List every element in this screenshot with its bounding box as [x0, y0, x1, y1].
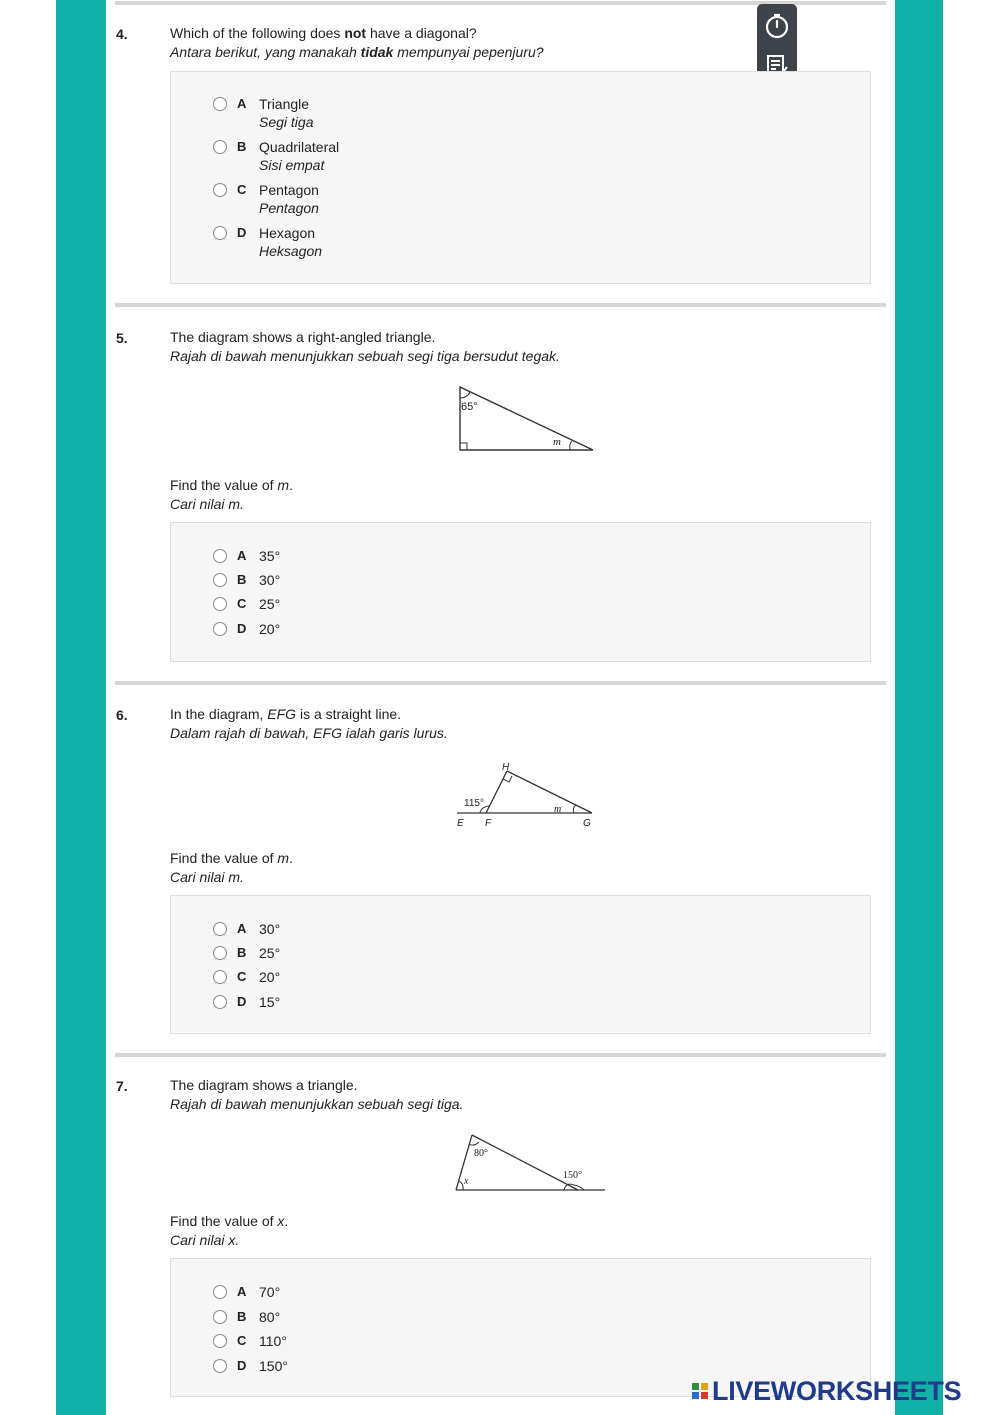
option-letter: B — [237, 139, 247, 154]
straight-line-triangle-diagram — [452, 758, 602, 833]
option-text: 30° — [259, 572, 281, 588]
question-text-ms: Dalam rajah di bawah, EFG ialah garis lurus. — [170, 725, 448, 741]
option-letter: D — [237, 1358, 247, 1373]
option-d[interactable] — [213, 224, 322, 260]
radio-button[interactable] — [213, 597, 227, 611]
angle-label: 65° — [461, 401, 478, 413]
option-d[interactable] — [213, 1357, 288, 1375]
option-b[interactable] — [213, 1308, 280, 1326]
option-text: 35° — [259, 548, 281, 564]
label-h: H — [502, 762, 510, 773]
option-b[interactable] — [213, 571, 280, 589]
option-text: 70° — [259, 1284, 281, 1300]
radio-button[interactable] — [213, 97, 227, 111]
option-text: 25° — [259, 596, 281, 612]
option-a[interactable] — [213, 547, 280, 565]
angle-label-exterior: 150° — [563, 1170, 582, 1181]
option-c[interactable] — [213, 968, 280, 986]
option-letter: D — [237, 621, 247, 636]
option-letter: C — [237, 182, 247, 197]
radio-button[interactable] — [213, 622, 227, 636]
options-box — [170, 71, 871, 284]
option-text-en: Hexagon — [259, 225, 316, 241]
question-4-text — [170, 24, 544, 62]
question-7-text — [170, 1076, 463, 1114]
radio-button[interactable] — [213, 1285, 227, 1299]
radio-button[interactable] — [213, 183, 227, 197]
radio-button[interactable] — [213, 995, 227, 1009]
find-text-ms: Cari nilai x. — [170, 1232, 240, 1248]
radio-button[interactable] — [213, 1334, 227, 1348]
option-a[interactable] — [213, 1283, 280, 1301]
option-text-ms: Sisi empat — [259, 157, 325, 173]
question-text-ms: Rajah di bawah menunjukkan sebuah segi tiga bersudut tegak. — [170, 348, 560, 364]
option-c[interactable] — [213, 595, 280, 613]
option-text-en: Pentagon — [259, 182, 319, 198]
question-text-en: The diagram shows a triangle. — [170, 1077, 358, 1093]
question-number: 5. — [116, 330, 128, 346]
option-text: 30° — [259, 921, 281, 937]
logo-mark-icon — [692, 1383, 708, 1399]
question-number: 4. — [116, 26, 128, 42]
liveworksheets-logo — [692, 1373, 961, 1409]
option-a[interactable] — [213, 95, 313, 131]
find-value-text — [170, 849, 293, 887]
option-text-ms: Segi tiga — [259, 114, 314, 130]
question-text-en: Which of the following does not have a diagonal? — [170, 25, 477, 41]
timer-icon[interactable] — [763, 12, 791, 40]
radio-button[interactable] — [213, 226, 227, 240]
option-c[interactable] — [213, 181, 319, 217]
option-letter: C — [237, 596, 247, 611]
divider — [115, 303, 886, 307]
option-c[interactable] — [213, 1332, 287, 1350]
option-letter: B — [237, 572, 247, 587]
question-5-text — [170, 328, 560, 366]
option-text: 15° — [259, 994, 281, 1010]
option-text: 20° — [259, 621, 281, 637]
radio-button[interactable] — [213, 549, 227, 563]
label-f: F — [485, 818, 492, 829]
option-letter: D — [237, 994, 247, 1009]
question-text-en: The diagram shows a right-angled triangle. — [170, 329, 436, 345]
question-number: 6. — [116, 707, 128, 723]
find-text-en: Find the value of x. — [170, 1213, 289, 1229]
radio-button[interactable] — [213, 1359, 227, 1373]
option-text-en: Triangle — [259, 96, 310, 112]
radio-button[interactable] — [213, 946, 227, 960]
option-text: 25° — [259, 945, 281, 961]
angle-label: 115° — [464, 798, 484, 809]
find-text-ms: Cari nilai m. — [170, 869, 244, 885]
option-text: 80° — [259, 1309, 281, 1325]
question-number: 7. — [116, 1078, 128, 1094]
option-text: 20° — [259, 969, 281, 985]
label-g: G — [583, 818, 591, 829]
option-letter: C — [237, 969, 247, 984]
option-letter: D — [237, 225, 247, 240]
radio-button[interactable] — [213, 140, 227, 154]
left-frame-bar — [56, 0, 106, 1415]
radio-button[interactable] — [213, 573, 227, 587]
label-e: E — [457, 818, 464, 829]
divider — [115, 681, 886, 685]
triangle-exterior-angle-diagram — [450, 1130, 610, 1196]
option-b[interactable] — [213, 944, 280, 962]
variable-label: m — [554, 804, 562, 815]
radio-button[interactable] — [213, 922, 227, 936]
option-letter: C — [237, 1333, 247, 1348]
right-triangle-diagram — [455, 382, 600, 457]
logo-text: LIVEWORKSHEETS — [712, 1375, 962, 1406]
radio-button[interactable] — [213, 970, 227, 984]
option-text: 150° — [259, 1358, 288, 1374]
divider — [115, 1053, 886, 1057]
question-text-en: In the diagram, EFG is a straight line. — [170, 706, 402, 722]
options-box — [170, 522, 871, 662]
find-text-en: Find the value of m. — [170, 477, 293, 493]
option-text: 110° — [259, 1333, 287, 1349]
option-text-ms: Heksagon — [259, 243, 323, 259]
variable-label: x — [464, 1176, 469, 1187]
find-text-ms: Cari nilai m. — [170, 496, 244, 512]
options-box — [170, 895, 871, 1034]
find-value-text — [170, 1212, 288, 1250]
option-letter: B — [237, 1309, 247, 1324]
question-text-ms: Rajah di bawah menunjukkan sebuah segi tiga. — [170, 1096, 464, 1112]
angle-label-top: 80° — [474, 1148, 488, 1159]
question-6-text — [170, 705, 448, 743]
radio-button[interactable] — [213, 1310, 227, 1324]
variable-label: m — [553, 436, 561, 448]
option-letter: A — [237, 1284, 247, 1299]
option-letter: A — [237, 548, 247, 563]
find-value-text — [170, 476, 293, 514]
option-b[interactable] — [213, 138, 339, 174]
option-letter: B — [237, 945, 247, 960]
find-text-en: Find the value of m. — [170, 850, 293, 866]
option-letter: A — [237, 96, 247, 111]
option-text-en: Quadrilateral — [259, 139, 340, 155]
question-text-ms: Antara berikut, yang manakah tidak mempunyai pepenjuru? — [170, 44, 544, 60]
option-letter: A — [237, 921, 247, 936]
option-a[interactable] — [213, 920, 280, 938]
right-frame-bar — [895, 0, 943, 1415]
option-d[interactable] — [213, 993, 280, 1011]
option-d[interactable] — [213, 620, 280, 638]
option-text-ms: Pentagon — [259, 200, 319, 216]
